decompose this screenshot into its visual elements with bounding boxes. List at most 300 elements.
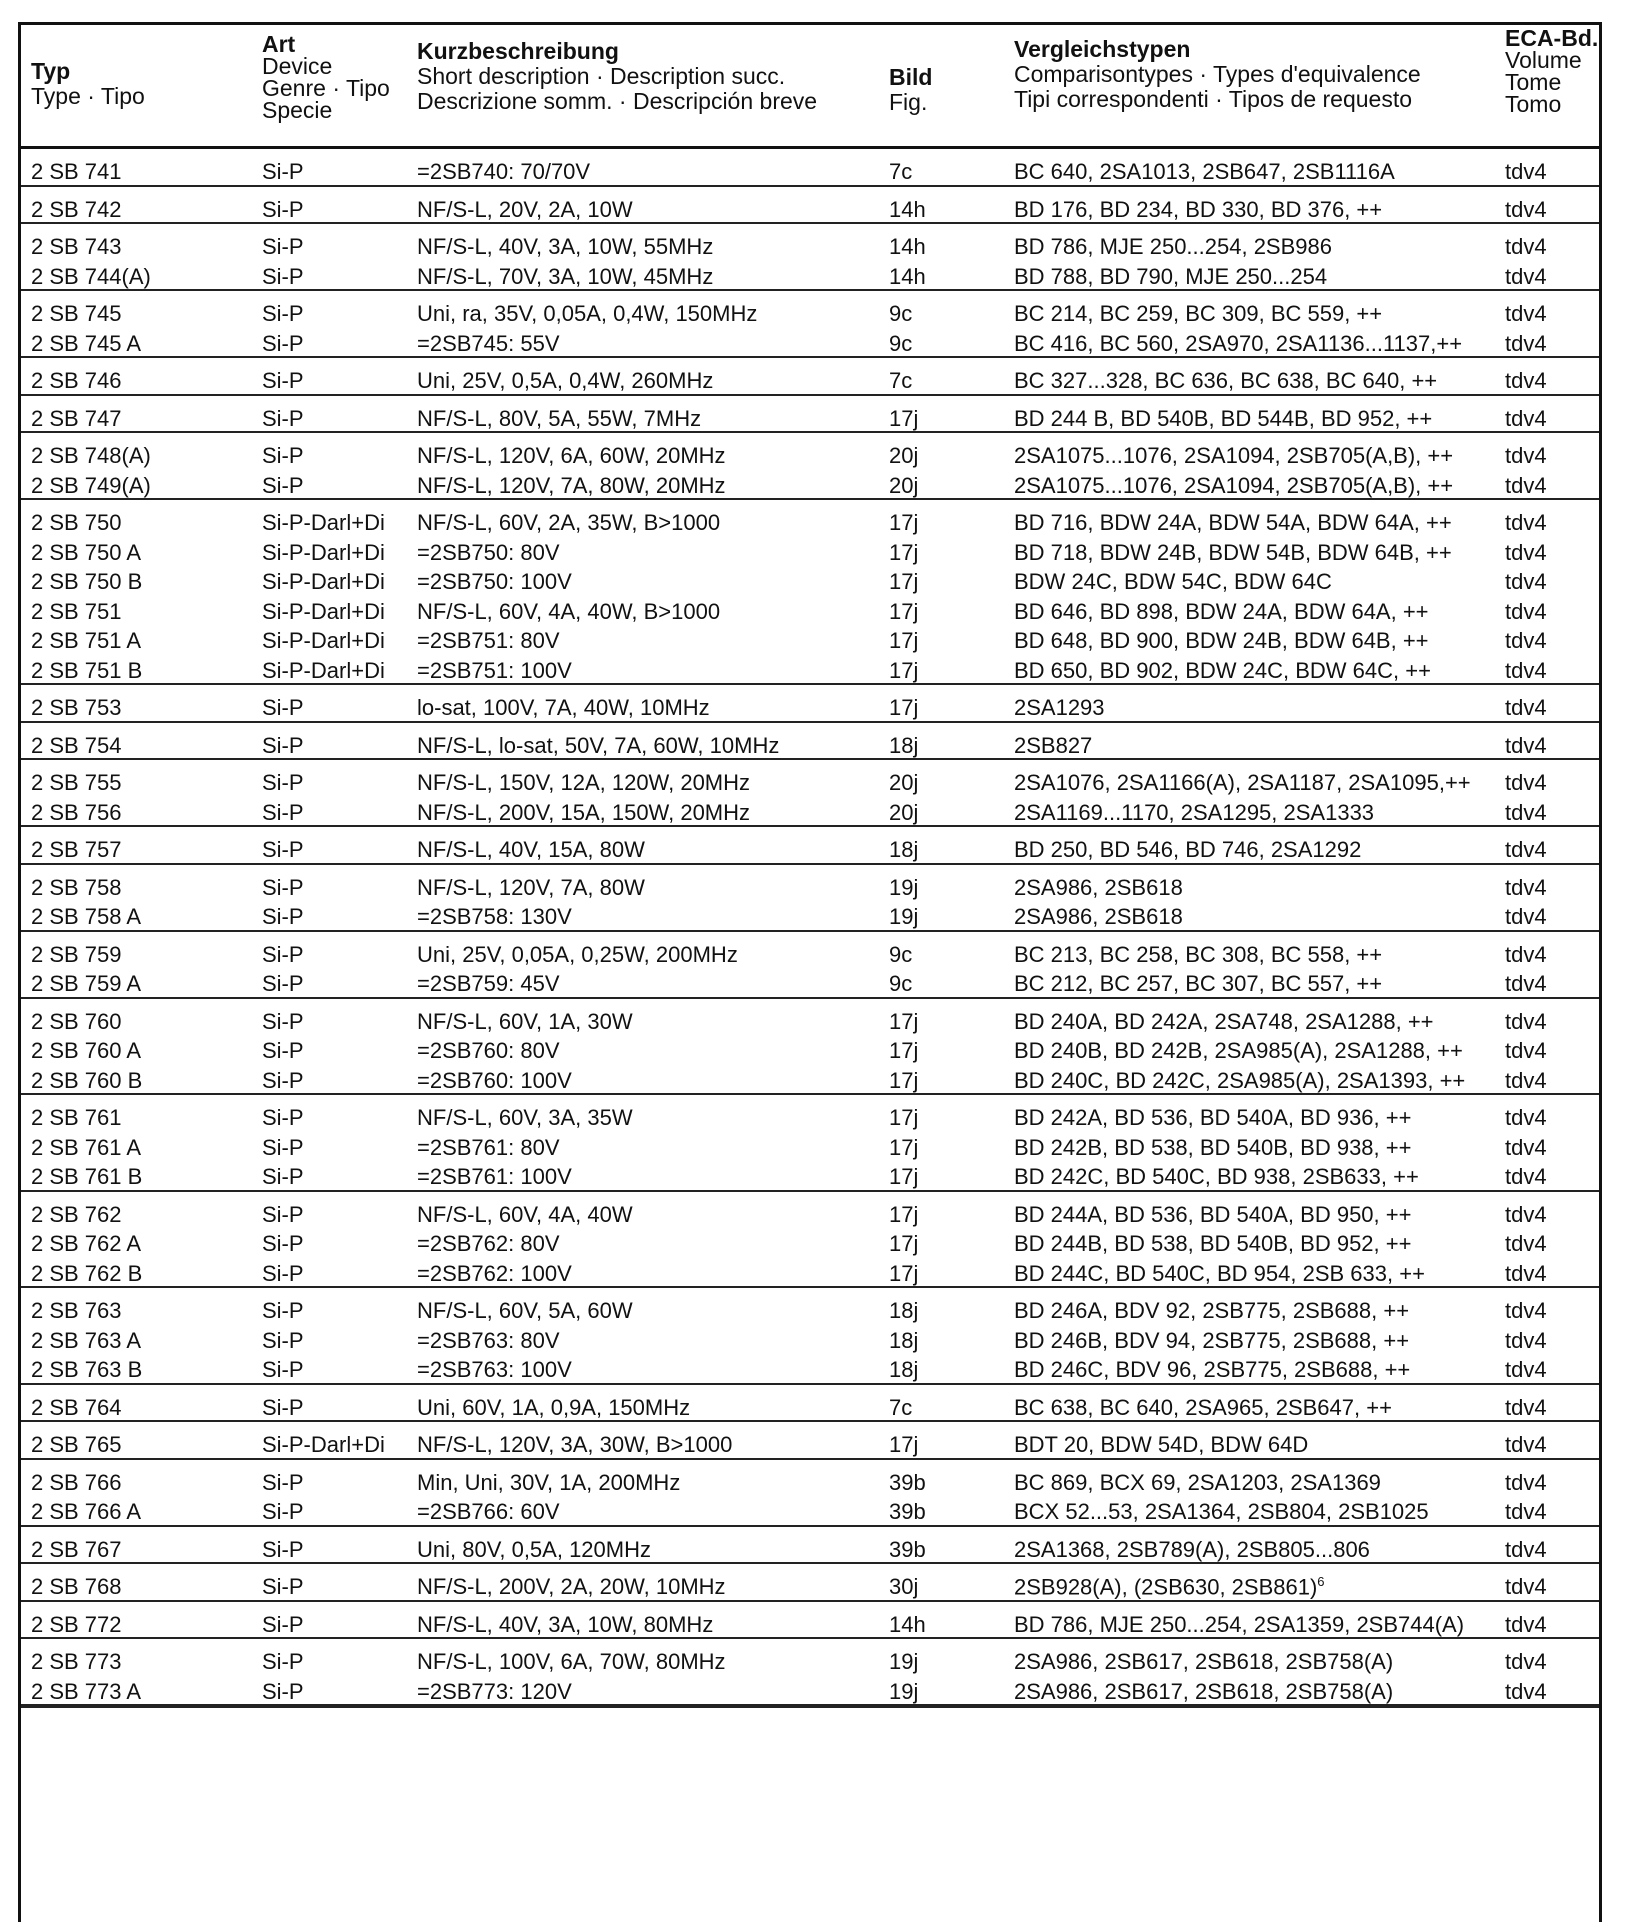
row-group: [21, 1639, 1599, 1706]
cell-vergleich: BD 646, BD 898, BDW 24A, BDW 64A, ++: [1014, 598, 1429, 624]
cell-typ: 2 SB 764: [31, 1394, 122, 1420]
cell-art: Si-P: [262, 196, 304, 222]
cell-eca: tdv4: [1505, 1134, 1547, 1160]
table-row: [21, 1200, 1599, 1230]
cell-typ: 2 SB 750 B: [31, 569, 143, 594]
cell-typ: 2 SB 748(A): [31, 443, 151, 468]
cell-eca: tdv4: [1505, 1008, 1547, 1034]
row-group: [21, 1385, 1599, 1423]
table-row: [21, 626, 1599, 656]
cell-art: Si-P: [262, 904, 304, 929]
header-eca-title: ECA-Bd.: [1505, 25, 1599, 51]
cell-desc: =2SB773: 120V: [417, 1678, 572, 1704]
header-art: [262, 33, 390, 121]
cell-art: Si-P: [262, 159, 304, 184]
cell-eca: tdv4: [1505, 510, 1547, 535]
table-row: [21, 835, 1599, 865]
cell-desc: =2SB750: 100V: [417, 569, 572, 594]
table-row: [21, 1468, 1599, 1498]
cell-art: Si-P-Darl+Di: [262, 598, 385, 624]
cell-desc: =2SB740: 70/70V: [417, 159, 591, 184]
cell-desc: NF/S-L, 200V, 2A, 20W, 10MHz: [417, 1574, 726, 1599]
cell-bild: 17j: [889, 657, 919, 683]
header-vergleich-title: Vergleichstypen: [1014, 36, 1191, 62]
row-group: [21, 1192, 1599, 1289]
cell-eca: tdv4: [1505, 1574, 1547, 1599]
cell-desc: =2SB763: 100V: [417, 1357, 572, 1382]
cell-art: Si-P: [262, 263, 304, 289]
row-group: [21, 500, 1599, 685]
table-row: [21, 508, 1599, 538]
cell-eca: tdv4: [1505, 1499, 1547, 1524]
table-body: [21, 149, 1599, 1788]
table-row: [21, 731, 1599, 761]
cell-art: Si-P: [262, 1067, 304, 1093]
row-group: [21, 865, 1599, 932]
cell-desc: NF/S-L, 120V, 3A, 30W, B>1000: [417, 1432, 733, 1457]
row-group: [21, 1564, 1599, 1602]
cell-bild: 20j: [889, 770, 919, 795]
cell-art: Si-P: [262, 1134, 304, 1160]
cell-desc: =2SB762: 100V: [417, 1260, 572, 1286]
cell-eca: tdv4: [1505, 695, 1547, 720]
cell-desc: NF/S-L, 60V, 4A, 40W, B>1000: [417, 598, 721, 624]
table-row: [21, 1229, 1599, 1259]
cell-bild: 17j: [889, 1038, 919, 1063]
cell-bild: 20j: [889, 799, 919, 825]
cell-eca: tdv4: [1505, 1201, 1547, 1227]
cell-desc: =2SB745: 55V: [417, 330, 560, 356]
row-group: [21, 1527, 1599, 1565]
cell-bild: 17j: [889, 510, 919, 535]
table-row: [21, 873, 1599, 903]
cell-desc: Min, Uni, 30V, 1A, 200MHz: [417, 1469, 681, 1495]
table-row: [21, 1393, 1599, 1423]
table-row: [21, 1497, 1599, 1527]
cell-vergleich: BC 416, BC 560, 2SA970, 2SA1136...1137,++: [1014, 330, 1463, 356]
cell-desc: NF/S-L, 60V, 3A, 35W: [417, 1105, 633, 1130]
cell-bild: 9c: [889, 941, 913, 967]
table-row: [21, 693, 1599, 723]
cell-desc: NF/S-L, 120V, 6A, 60W, 20MHz: [417, 443, 726, 468]
table-row: [21, 768, 1599, 798]
cell-vergleich: BD 716, BDW 24A, BDW 54A, BDW 64A, ++: [1014, 510, 1452, 535]
cell-art: Si-P: [262, 330, 304, 356]
cell-bild: 17j: [889, 628, 919, 653]
cell-desc: NF/S-L, 40V, 15A, 80W: [417, 837, 645, 862]
cell-vergleich: BC 327...328, BC 636, BC 638, BC 640, ++: [1014, 368, 1438, 393]
table-row: [21, 656, 1599, 686]
cell-bild: 39b: [889, 1536, 926, 1562]
cell-vergleich: 2SA1076, 2SA1166(A), 2SA1187, 2SA1095,++: [1014, 770, 1471, 795]
cell-typ: 2 SB 773: [31, 1649, 122, 1674]
cell-vergleich: BC 640, 2SA1013, 2SB647, 2SB1116A: [1014, 159, 1395, 184]
cell-typ: 2 SB 762 A: [31, 1231, 142, 1256]
header-typ-sub: Type · Tipo: [31, 83, 145, 109]
cell-art: Si-P: [262, 1327, 304, 1353]
cell-vergleich: 2SA1169...1170, 2SA1295, 2SA1333: [1014, 799, 1375, 825]
cell-typ: 2 SB 742: [31, 196, 122, 222]
cell-desc: =2SB763: 80V: [417, 1327, 560, 1353]
cell-art: Si-P: [262, 770, 304, 795]
cell-vergleich: 2SA1075...1076, 2SA1094, 2SB705(A,B), ++: [1014, 472, 1454, 498]
cell-typ: 2 SB 750: [31, 510, 122, 535]
row-group: [21, 723, 1599, 761]
cell-desc: NF/S-L, 120V, 7A, 80W: [417, 874, 645, 900]
table-row: [21, 262, 1599, 292]
header-vergleich: [1014, 37, 1421, 112]
cell-bild: 19j: [889, 1649, 919, 1674]
cell-typ: 2 SB 751 B: [31, 657, 143, 683]
cell-desc: NF/S-L, 70V, 3A, 10W, 45MHz: [417, 263, 714, 289]
cell-vergleich: BD 246A, BDV 92, 2SB775, 2SB688, ++: [1014, 1298, 1410, 1323]
cell-art: Si-P-Darl+Di: [262, 569, 385, 594]
cell-desc: NF/S-L, 40V, 3A, 10W, 55MHz: [417, 234, 714, 259]
cell-vergleich: BD 244B, BD 538, BD 540B, BD 952, ++: [1014, 1231, 1412, 1256]
cell-art: Si-P: [262, 732, 304, 758]
row-group: [21, 291, 1599, 358]
cell-desc: =2SB761: 100V: [417, 1164, 572, 1189]
header-vergleich-sub2: Tipi correspondenti · Tipos de requesto: [1014, 86, 1413, 112]
cell-typ: 2 SB 759: [31, 941, 122, 967]
table-row: [21, 1647, 1599, 1677]
header-kurz-sub1: Short description · Description succ.: [417, 63, 786, 89]
cell-typ: 2 SB 755: [31, 770, 122, 795]
cell-desc: NF/S-L, lo-sat, 50V, 7A, 60W, 10MHz: [417, 732, 780, 758]
cell-eca: tdv4: [1505, 263, 1547, 289]
header-kurz-title: Kurzbeschreibung: [417, 38, 619, 64]
cell-vergleich: BD 242A, BD 536, BD 540A, BD 936, ++: [1014, 1105, 1412, 1130]
row-group: [21, 358, 1599, 396]
cell-desc: lo-sat, 100V, 7A, 40W, 10MHz: [417, 695, 710, 720]
cell-art: Si-P: [262, 1499, 304, 1524]
cell-typ: 2 SB 763: [31, 1298, 122, 1323]
row-group-cutoff: [21, 1706, 1599, 1788]
table-row: [21, 1007, 1599, 1037]
cell-art: Si-P-Darl+Di: [262, 510, 385, 535]
cell-typ: 2 SB 747: [31, 405, 122, 431]
cell-vergleich: BC 869, BCX 69, 2SA1203, 2SA1369: [1014, 1469, 1381, 1495]
header-eca-sub3: Tomo: [1505, 91, 1562, 117]
cell-eca: tdv4: [1505, 1038, 1547, 1063]
cell-bild: 7c: [889, 368, 913, 393]
cell-vergleich: BD 786, MJE 250...254, 2SB986: [1014, 234, 1332, 259]
cell-eca: tdv4: [1505, 1394, 1547, 1420]
cell-bild: 9c: [889, 971, 913, 996]
cell-desc: =2SB751: 100V: [417, 657, 572, 683]
cell-vergleich: BD 240B, BD 242B, 2SA985(A), 2SA1288, ++: [1014, 1038, 1463, 1063]
cell-desc: NF/S-L, 100V, 6A, 70W, 80MHz: [417, 1649, 726, 1674]
cell-bild: 17j: [889, 1134, 919, 1160]
row-group: [21, 999, 1599, 1096]
cell-desc: Uni, ra, 35V, 0,05A, 0,4W, 150MHz: [417, 301, 758, 326]
cell-vergleich: BD 244C, BD 540C, BD 954, 2SB 633, ++: [1014, 1260, 1425, 1286]
cell-typ: 2 SB 749(A): [31, 472, 151, 498]
header-kurz-sub2: Descrizione somm. · Descripción breve: [417, 88, 818, 114]
cell-art: Si-P: [262, 1164, 304, 1189]
cell-typ: 2 SB 757: [31, 837, 122, 862]
cell-art: Si-P-Darl+Di: [262, 657, 385, 683]
cell-vergleich: 2SA986, 2SB618: [1014, 874, 1183, 900]
cell-typ: 2 SB 767: [31, 1536, 122, 1562]
cell-art: Si-P: [262, 695, 304, 720]
cell-art: Si-P: [262, 405, 304, 431]
cell-typ: 2 SB 762: [31, 1201, 122, 1227]
cell-eca: tdv4: [1505, 1649, 1547, 1674]
cell-typ: 2 SB 772: [31, 1611, 122, 1637]
table-row: [21, 1677, 1599, 1707]
header-art-title: Art: [262, 31, 296, 57]
cell-art: Si-P: [262, 1201, 304, 1227]
cell-bild: 17j: [889, 1164, 919, 1189]
cell-vergleich: BC 213, BC 258, BC 308, BC 558, ++: [1014, 941, 1383, 967]
cell-desc: =2SB750: 80V: [417, 539, 560, 565]
cell-bild: 17j: [889, 539, 919, 565]
cell-bild: 14h: [889, 1611, 926, 1637]
row-group: [21, 187, 1599, 225]
cell-vergleich: BD 244A, BD 536, BD 540A, BD 950, ++: [1014, 1201, 1412, 1227]
cell-desc: NF/S-L, 40V, 3A, 10W, 80MHz: [417, 1611, 714, 1637]
cell-vergleich: BCX 52...53, 2SA1364, 2SB804, 2SB1025: [1014, 1499, 1429, 1524]
cell-eca: tdv4: [1505, 904, 1547, 929]
cell-typ: 2 SB 762 B: [31, 1260, 143, 1286]
cell-eca: tdv4: [1505, 732, 1547, 758]
table-row: [21, 969, 1599, 999]
cell-vergleich: 2SB827: [1014, 732, 1093, 758]
cell-vergleich: BC 638, BC 640, 2SA965, 2SB647, ++: [1014, 1394, 1392, 1420]
cell-vergleich: BD 788, BD 790, MJE 250...254: [1014, 263, 1328, 289]
cell-art: Si-P: [262, 472, 304, 498]
cell-art: Si-P-Darl+Di: [262, 1432, 385, 1457]
header-kurz: [417, 39, 817, 114]
cell-typ: 2 SB 758: [31, 874, 122, 900]
cell-typ: 2 SB 754: [31, 732, 122, 758]
cell-typ: 2 SB 761 A: [31, 1134, 142, 1160]
table-row: [21, 1355, 1599, 1385]
cell-desc: =2SB760: 100V: [417, 1067, 572, 1093]
cell-desc: Uni, 25V, 0,05A, 0,25W, 200MHz: [417, 941, 738, 967]
cell-typ: 2 SB 745: [31, 301, 122, 326]
cell-typ: 2 SB 766 A: [31, 1499, 142, 1524]
cell-eca: tdv4: [1505, 405, 1547, 431]
cell-vergleich: BD 250, BD 546, BD 746, 2SA1292: [1014, 837, 1362, 862]
cell-typ: 2 SB 746: [31, 368, 122, 393]
cell-eca: tdv4: [1505, 837, 1547, 862]
cell-desc: =2SB760: 80V: [417, 1038, 560, 1063]
cell-desc: =2SB751: 80V: [417, 628, 560, 653]
table-row: [21, 471, 1599, 501]
table-row: [21, 1296, 1599, 1326]
cell-art: Si-P: [262, 443, 304, 468]
cell-desc: NF/S-L, 150V, 12A, 120W, 20MHz: [417, 770, 751, 795]
cell-eca: tdv4: [1505, 234, 1547, 259]
cell-desc: Uni, 25V, 0,5A, 0,4W, 260MHz: [417, 368, 714, 393]
cell-typ: 2 SB 763 B: [31, 1357, 143, 1382]
cell-desc: NF/S-L, 120V, 7A, 80W, 20MHz: [417, 472, 726, 498]
cell-desc: NF/S-L, 60V, 4A, 40W: [417, 1201, 633, 1227]
cell-typ: 2 SB 765: [31, 1432, 122, 1457]
cell-vergleich: BD 246B, BDV 94, 2SB775, 2SB688, ++: [1014, 1327, 1410, 1353]
cell-desc: NF/S-L, 60V, 5A, 60W: [417, 1298, 633, 1323]
cell-art: Si-P: [262, 1298, 304, 1323]
cell-art: Si-P: [262, 234, 304, 259]
cell-vergleich: 2SA1368, 2SB789(A), 2SB805...806: [1014, 1536, 1370, 1562]
cell-bild: 20j: [889, 472, 919, 498]
cell-eca: tdv4: [1505, 770, 1547, 795]
table-row: [21, 1103, 1599, 1133]
cell-typ: 2 SB 756: [31, 799, 122, 825]
cell-eca: tdv4: [1505, 598, 1547, 624]
header-eca-sub2: Tome: [1505, 69, 1562, 95]
cell-eca: tdv4: [1505, 1536, 1547, 1562]
cell-eca: tdv4: [1505, 1357, 1547, 1382]
cell-typ: 2 SB 743: [31, 234, 122, 259]
cell-bild: 9c: [889, 301, 913, 326]
cell-vergleich: BDT 20, BDW 54D, BDW 64D: [1014, 1432, 1309, 1457]
cell-vergleich: 2SA986, 2SB618: [1014, 904, 1183, 929]
cell-eca: tdv4: [1505, 657, 1547, 683]
cell-vergleich: BD 650, BD 902, BDW 24C, BDW 64C, ++: [1014, 657, 1431, 683]
cell-typ: 2 SB 766: [31, 1469, 122, 1495]
cell-typ: 2 SB 760: [31, 1008, 122, 1034]
table-row: [21, 329, 1599, 359]
cell-bild: 14h: [889, 263, 926, 289]
header-bild-title: Bild: [889, 64, 933, 90]
cell-art: Si-P: [262, 1394, 304, 1420]
row-group: [21, 1602, 1599, 1640]
cell-bild: 18j: [889, 1357, 919, 1382]
table-row: [21, 441, 1599, 471]
cell-bild: 17j: [889, 1201, 919, 1227]
cell-vergleich: BD 648, BD 900, BDW 24B, BDW 64B, ++: [1014, 628, 1429, 653]
cell-bild: 7c: [889, 1394, 913, 1420]
cell-eca: tdv4: [1505, 196, 1547, 222]
cell-desc: Uni, 80V, 0,5A, 120MHz: [417, 1536, 651, 1562]
table-row: [21, 1066, 1599, 1096]
cell-art: Si-P: [262, 874, 304, 900]
cell-eca: tdv4: [1505, 1105, 1547, 1130]
cell-eca: tdv4: [1505, 1260, 1547, 1286]
row-group: [21, 827, 1599, 865]
row-group: [21, 932, 1599, 999]
cell-art: Si-P: [262, 971, 304, 996]
cell-typ: 2 SB 751: [31, 598, 122, 624]
header-eca-sub1: Volume: [1505, 47, 1582, 73]
cell-bild: 19j: [889, 1678, 919, 1704]
cell-typ: 2 SB 761 B: [31, 1164, 143, 1189]
cell-bild: 7c: [889, 159, 913, 184]
table-row: [21, 538, 1599, 568]
cell-desc: NF/S-L, 20V, 2A, 10W: [417, 196, 633, 222]
table-row: [21, 1535, 1599, 1565]
table-row: [21, 1162, 1599, 1192]
row-group: [21, 433, 1599, 500]
cell-vergleich: BD 242B, BD 538, BD 540B, BD 938, ++: [1014, 1134, 1412, 1160]
cell-bild: 17j: [889, 569, 919, 594]
footnote-mark: 6: [1317, 1574, 1325, 1589]
cell-desc: NF/S-L, 60V, 1A, 30W: [417, 1008, 633, 1034]
cell-eca: tdv4: [1505, 301, 1547, 326]
header-art-sub2: Genre · Tipo: [262, 75, 390, 101]
cell-bild: 17j: [889, 1260, 919, 1286]
cell-art: Si-P: [262, 1008, 304, 1034]
table-row: [21, 299, 1599, 329]
cell-typ: 2 SB 763 A: [31, 1327, 142, 1353]
cell-bild: 14h: [889, 234, 926, 259]
cell-typ: 2 SB 761: [31, 1105, 122, 1130]
cell-bild: 17j: [889, 1067, 919, 1093]
cell-art: Si-P: [262, 837, 304, 862]
table-row: [21, 1133, 1599, 1163]
cell-eca: tdv4: [1505, 1164, 1547, 1189]
cell-bild: 18j: [889, 837, 919, 862]
table-row: [21, 1036, 1599, 1066]
cell-art: Si-P: [262, 1231, 304, 1256]
cell-art: Si-P: [262, 368, 304, 393]
cell-eca: tdv4: [1505, 1067, 1547, 1093]
cell-eca: tdv4: [1505, 368, 1547, 393]
cell-desc: NF/S-L, 60V, 2A, 35W, B>1000: [417, 510, 721, 535]
table-row: [21, 232, 1599, 262]
cell-eca: tdv4: [1505, 628, 1547, 653]
table-header: [21, 25, 1599, 149]
cell-art: Si-P: [262, 1678, 304, 1704]
cell-bild: 17j: [889, 1008, 919, 1034]
cell-bild: 17j: [889, 1432, 919, 1457]
cell-typ: 2 SB 773 A: [31, 1678, 142, 1704]
table-row: [21, 1572, 1599, 1602]
cell-typ: 2 SB 750 A: [31, 539, 142, 565]
cell-art: Si-P: [262, 1038, 304, 1063]
cell-vergleich: BC 212, BC 257, BC 307, BC 557, ++: [1014, 971, 1383, 996]
table-row: [21, 195, 1599, 225]
cell-typ: 2 SB 751 A: [31, 628, 142, 653]
cell-eca: tdv4: [1505, 1231, 1547, 1256]
cell-typ: 2 SB 760 A: [31, 1038, 142, 1063]
header-typ-title: Typ: [31, 58, 71, 84]
cell-eca: tdv4: [1505, 971, 1547, 996]
table-row: [21, 1430, 1599, 1460]
table-row: [21, 567, 1599, 597]
cell-bild: 17j: [889, 598, 919, 624]
cell-eca: tdv4: [1505, 1678, 1547, 1704]
cell-vergleich: 2SA1293: [1014, 695, 1105, 720]
cell-vergleich: BD 786, MJE 250...254, 2SA1359, 2SB744(A): [1014, 1611, 1465, 1637]
header-vergleich-sub1: Comparisontypes · Types d'equivalence: [1014, 61, 1421, 87]
cell-vergleich: BDW 24C, BDW 54C, BDW 64C: [1014, 569, 1332, 594]
cell-bild: 17j: [889, 1105, 919, 1130]
cell-typ: 2 SB 759 A: [31, 971, 142, 996]
cell-eca: tdv4: [1505, 1469, 1547, 1495]
cell-bild: 18j: [889, 1327, 919, 1353]
header-art-sub1: Device: [262, 53, 333, 79]
cell-bild: 19j: [889, 904, 919, 929]
cell-vergleich: BD 176, BD 234, BD 330, BD 376, ++: [1014, 196, 1383, 222]
table-row: [21, 1259, 1599, 1289]
header-bild: [889, 65, 932, 115]
cell-art: Si-P-Darl+Di: [262, 628, 385, 653]
table-row: [21, 940, 1599, 970]
cell-art: Si-P: [262, 941, 304, 967]
table-row: [21, 798, 1599, 828]
cell-bild: 39b: [889, 1499, 926, 1524]
cell-bild: 20j: [889, 443, 919, 468]
row-group: [21, 760, 1599, 827]
cell-vergleich: BD 246C, BDV 96, 2SB775, 2SB688, ++: [1014, 1357, 1411, 1382]
cell-art: Si-P-Darl+Di: [262, 539, 385, 565]
cell-vergleich: 2SA986, 2SB617, 2SB618, 2SB758(A): [1014, 1678, 1394, 1704]
cell-eca: tdv4: [1505, 472, 1547, 498]
